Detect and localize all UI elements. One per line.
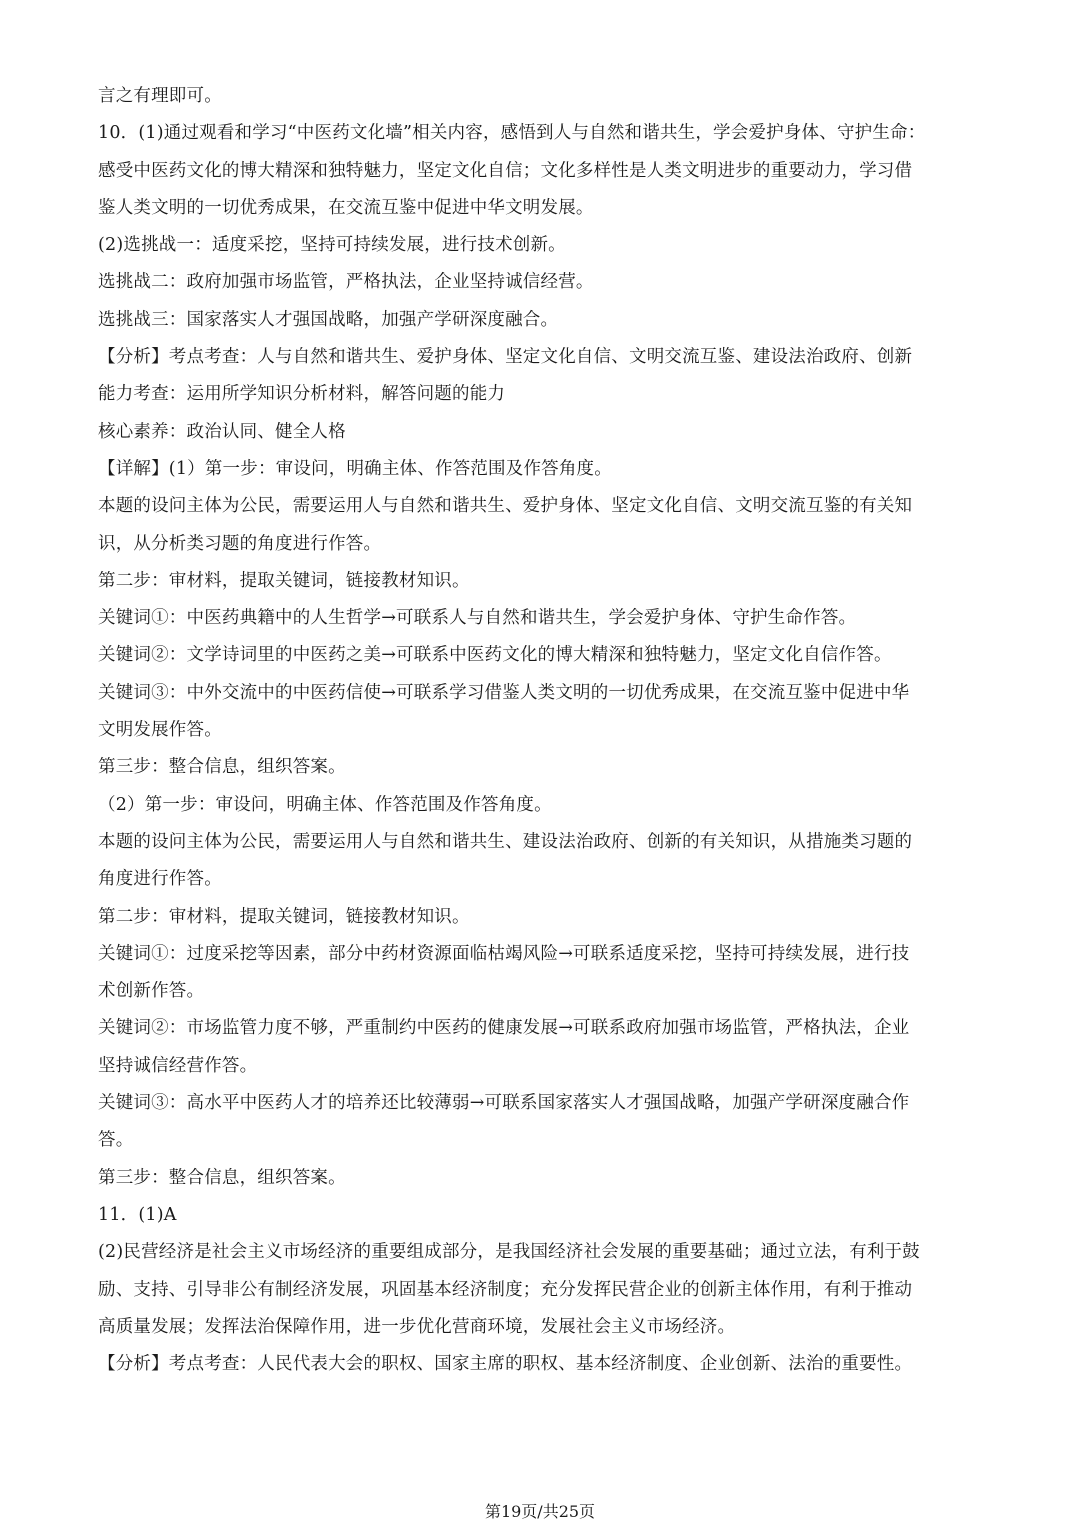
- text-line: 答。: [98, 1130, 134, 1151]
- text-line: 【分析】考点考查：人与自然和谐共生、爱护身体、坚定文化自信、文明交流互鉴、建设法治政府、创新: [98, 347, 913, 368]
- text-line: 言之有理即可。: [98, 86, 222, 106]
- text-line: 关键词②：文学诗词里的中医药之美→可联系中医药文化的博大精深和独特魅力，坚定文化自信作答。: [98, 645, 892, 666]
- text-line: 角度进行作答。: [98, 869, 222, 890]
- text-line: 本题的设问主体为公民，需要运用人与自然和谐共生、建设法治政府、创新的有关知识，从措施类习题的: [98, 831, 913, 852]
- text-line: 关键词①：中医药典籍中的人生哲学→可联系人与自然和谐共生，学会爱护身体、守护生命作答。: [98, 608, 857, 629]
- text-line: 文明发展作答。: [98, 720, 222, 741]
- text-line: 励、支持、引导非公有制经济发展，巩固基本经济制度；充分发挥民营企业的创新主体作用，有利于推动: [98, 1279, 913, 1300]
- text-line: （2）第一步：审设问，明确主体、作答范围及作答角度。: [98, 794, 552, 815]
- text-line: 关键词②：市场监管力度不够，严重制约中医药的健康发展→可联系政府加强市场监管，严格执法，企业: [98, 1018, 910, 1039]
- text-line: (2)选挑战一：适度采挖，坚持可持续发展，进行技术创新。: [98, 235, 566, 256]
- text-line: 【详解】(1）第一步：审设问，明确主体、作答范围及作答角度。: [98, 458, 612, 479]
- text-line: 11．(1)A: [98, 1204, 177, 1225]
- text-line: 选挑战二：政府加强市场监管，严格执法，企业坚持诚信经营。: [98, 272, 594, 293]
- text-line: 关键词③：中外交流中的中医药信使→可联系学习借鉴人类文明的一切优秀成果，在交流互鉴中促进中华: [98, 682, 910, 703]
- text-line: 能力考查：运用所学知识分析材料，解答问题的能力: [98, 384, 506, 405]
- text-line: 坚持诚信经营作答。: [98, 1055, 258, 1076]
- text-line: 鉴人类文明的一切优秀成果，在交流互鉴中促进中华文明发展。: [98, 197, 594, 218]
- text-line: 核心素养：政治认同、健全人格: [98, 421, 346, 442]
- text-line: 10．(1)通过观看和学习“中医药文化墙”相关内容，感悟到人与自然和谐共生，学会爱护身体、守护生命：: [98, 123, 926, 144]
- page-number: 第19页/共25页: [484, 1502, 596, 1521]
- text-line: (2)民营经济是社会主义市场经济的重要组成部分，是我国经济社会发展的重要基础；通过立法，有利于鼓: [98, 1242, 920, 1263]
- text-line: 第三步：整合信息，组织答案。: [98, 757, 346, 778]
- text-line: 感受中医药文化的博大精深和独特魅力，坚定文化自信；文化多样性是人类文明进步的重要动力，学习借: [98, 160, 913, 181]
- text-line: 第三步：整合信息，组织答案。: [98, 1167, 346, 1188]
- text-line: 术创新作答。: [98, 981, 205, 1002]
- text-line: 第二步：审材料，提取关键词，链接教材知识。: [98, 570, 470, 591]
- text-line: 关键词①：过度采挖等因素，部分中药材资源面临枯竭风险→可联系适度采挖，坚持可持续发展，进行技: [98, 943, 910, 964]
- document-body: [98, 78, 978, 1383]
- text-line: 关键词③：高水平中医药人才的培养还比较薄弱→可联系国家落实人才强国战略，加强产学研深度融合作: [98, 1093, 910, 1114]
- text-line: 本题的设问主体为公民，需要运用人与自然和谐共生、爱护身体、坚定文化自信、文明交流互鉴的有关知: [98, 496, 913, 517]
- text-line: 第二步：审材料，提取关键词，链接教材知识。: [98, 906, 470, 927]
- text-line: 选挑战三：国家落实人才强国战略，加强产学研深度融合。: [98, 309, 559, 330]
- text-line: 高质量发展；发挥法治保障作用，进一步优化营商环境，发展社会主义市场经济。: [98, 1316, 736, 1337]
- text-line: 识，从分析类习题的角度进行作答。: [98, 533, 382, 554]
- text-line: 【分析】考点考查：人民代表大会的职权、国家主席的职权、基本经济制度、企业创新、法治的重要性。: [98, 1354, 913, 1375]
